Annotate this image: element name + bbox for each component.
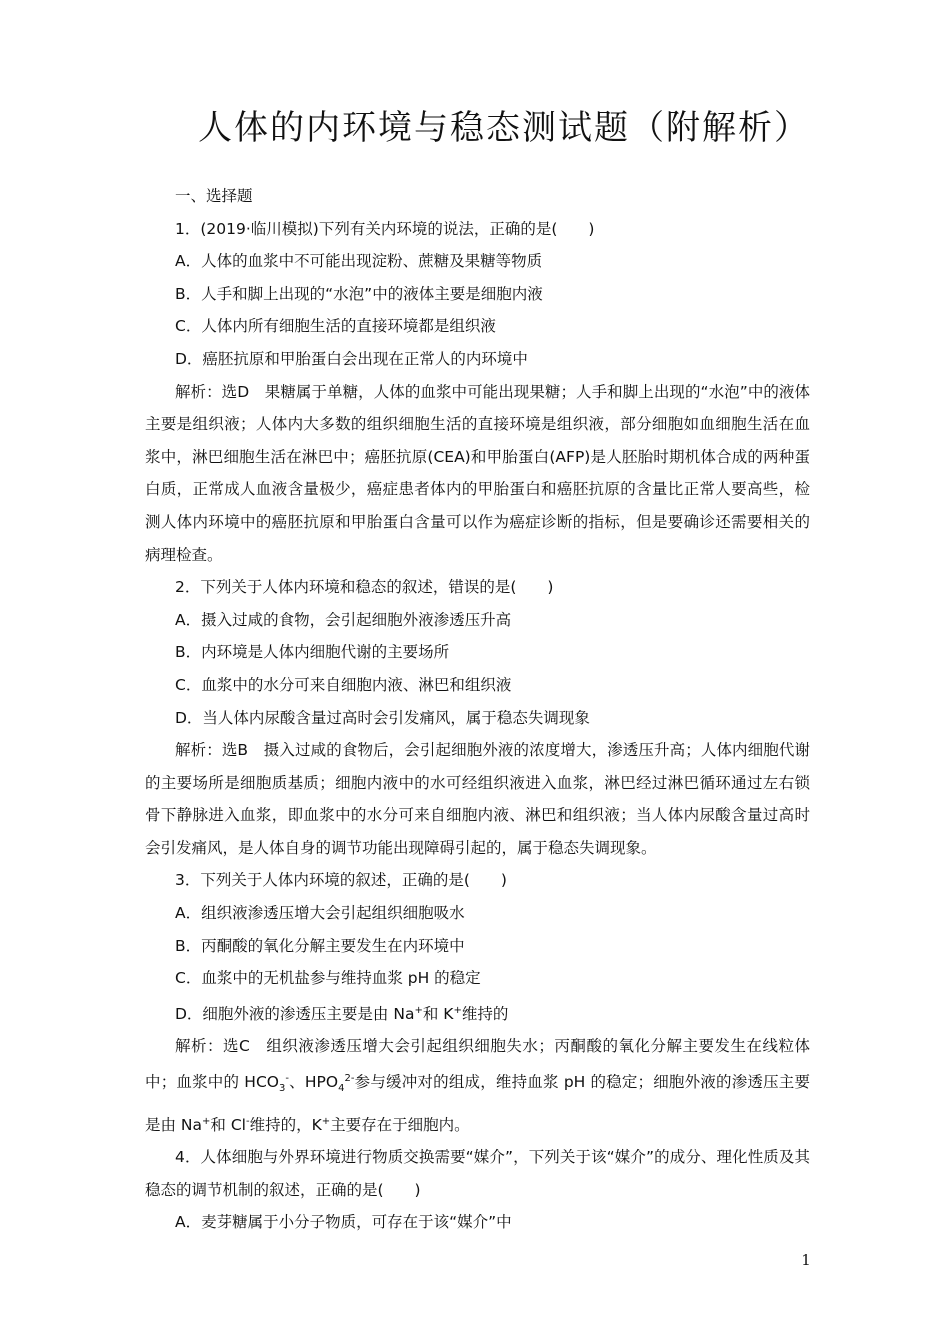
question-1-option-d: D．癌胚抗原和甲胎蛋白会出现在正常人的内环境中 [175,349,528,368]
plus-superscript: + [202,1115,211,1127]
minus-superscript: - [245,1115,250,1127]
q3-d-text-3: 维持的 [461,1004,509,1023]
document-title: 人体的内环境与稳态测试题（附解析） [198,108,810,148]
question-2-stem: 2．下列关于人体内环境和稳态的叙述，错误的是( ) [175,578,554,597]
q3-analysis-text-2: 、HPO [288,1073,339,1092]
page-number: 1 [801,1251,811,1269]
question-2-option-d: D．当人体内尿酸含量过高时会引发痛风，属于稳态失调现象 [175,708,590,727]
question-1-option-c: C．人体内所有细胞生活的直接环境都是组织液 [175,317,496,336]
subscript-4: 4 [338,1083,345,1095]
question-3-stem: 3．下列关于人体内环境的叙述，正确的是( ) [175,871,507,890]
q3-analysis-text-1: 解析：选C 组织液渗透压增大会引起组织细胞失水；丙酮酸的氧化分解主要发生在线粒体中；血浆中的 HCO [145,1037,810,1092]
q3-analysis-text-4: 和 Cl [210,1115,246,1134]
question-4-option-a: A．麦芽糖属于小分子物质，可存在于该“媒介”中 [175,1213,512,1232]
plus-superscript: + [321,1115,331,1127]
document-body [145,180,810,1239]
question-2-option-a: A．摄入过咸的食物，会引起细胞外液渗透压升高 [175,610,512,629]
q3-analysis-text-6: 主要存在于细胞内。 [330,1115,470,1134]
q3-d-text-2: 和 K [422,1004,454,1023]
question-3-option-a: A．组织液渗透压增大会引起组织细胞吸水 [175,904,465,923]
q3-d-text-1: D．细胞外液的渗透压主要是由 Na [175,1004,415,1023]
question-2-option-b: B．内环境是人体内细胞代谢的主要场所 [175,643,450,662]
subscript-3: 3 [278,1083,286,1095]
question-1-analysis: 解析：选D 果糖属于单糖，人体的血浆中可能出现果糖；人手和脚上出现的“水泡”中的液体主要是组织液；人体内大多数的组织细胞生活的直接环境是组织液，部分细胞如血细胞生活在血浆中，淋巴细胞生活在淋巴中；癌胚抗原(CEA)和甲胎蛋白(AFP)是人胚胎时期机体合成的两种蛋白质，正常成人血液含量极少，癌症患者体内的甲胎蛋白和癌胚抗原的含量比正常人要高些，检测人体内环境中的癌胚抗原和甲胎蛋白含量可以作为癌症诊断的指标，但是要确诊还需要相关的病理检查。 [145,382,810,564]
question-4-stem: 4．人体细胞与外界环境进行物质交换需要“媒介”，下列关于该“媒介”的成分、理化性质及其稳态的调节机制的叙述，正确的是( ) [145,1148,810,1199]
question-1-option-b: B．人手和脚上出现的“水泡”中的液体主要是细胞内液 [175,284,543,303]
question-1-stem: 1．(2019·临川模拟)下列有关内环境的说法，正确的是( ) [175,219,595,238]
q3-analysis-text-3: 参与缓冲对的组成，维持血浆 pH 的稳定；细胞外液的渗透压主要是由 Na [145,1073,810,1134]
section-heading: 一、选择题 [175,187,253,205]
question-3-analysis [145,1030,810,1141]
question-3-option-c: C．血浆中的无机盐参与维持血浆 pH 的稳定 [175,969,481,988]
plus-superscript: + [414,1004,423,1016]
question-2-option-c: C．血浆中的水分可来自细胞内液、淋巴和组织液 [175,675,512,694]
q3-analysis-text-5: 维持的，K [249,1115,322,1134]
plus-superscript: + [453,1004,462,1016]
question-3-option-b: B．丙酮酸的氧化分解主要发生在内环境中 [175,936,465,955]
question-1-option-a: A．人体的血浆中不可能出现淀粉、蔗糖及果糖等物质 [175,252,543,271]
question-3-option-d [145,995,810,1031]
question-2-analysis: 解析：选B 摄入过咸的食物后，会引起细胞外液的浓度增大，渗透压升高；人体内细胞代谢的主要场所是细胞质基质；细胞内液中的水可经组织液进入血浆，淋巴经过淋巴循环通过左右锁骨下静脉进入血浆，即血浆中的水分可来自细胞内液、淋巴和组织液；当人体内尿酸含量过高时会引发痛风，是人体自身的调节功能出现障碍引起的，属于稳态失调现象。 [145,741,810,857]
minus-superscript: - [285,1073,289,1085]
charge-superscript: 2- [344,1073,355,1085]
